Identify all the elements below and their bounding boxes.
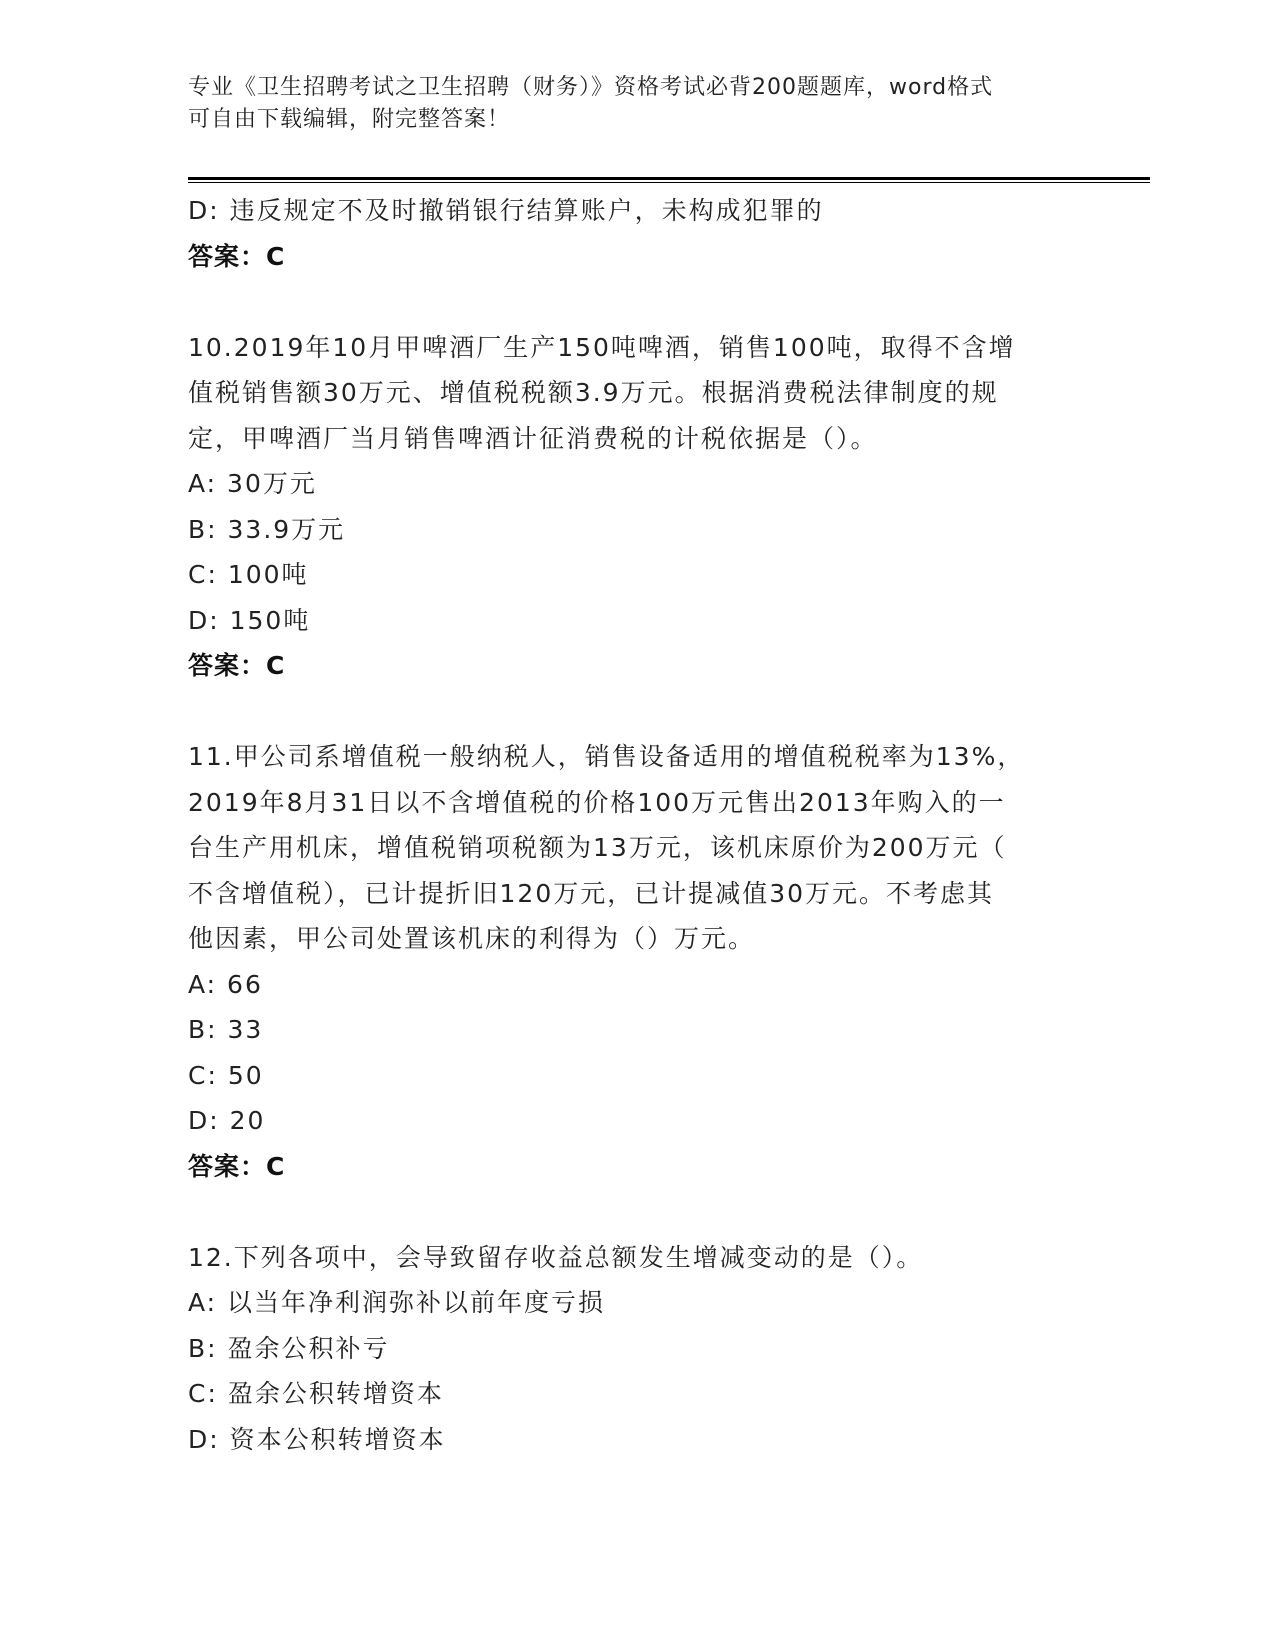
stem-line: 他因素，甲公司处置该机床的利得为（）万元。 (188, 924, 756, 953)
stem-line: 10.2019年10月甲啤酒厂生产150吨啤酒，销售100吨，取得不含增 (188, 332, 1016, 362)
question-stem (188, 1235, 1088, 1281)
option-c: C: 盈余公积转增资本 (188, 1379, 444, 1408)
header-rule-thick (188, 177, 1150, 180)
option-c: C: 100吨 (188, 560, 309, 589)
option-a: A: 以当年净利润弥补以前年度亏损 (188, 1288, 606, 1317)
option-b: B: 33.9万元 (188, 514, 346, 544)
stem-line: 定，甲啤酒厂当月销售啤酒计征消费税的计税依据是（）。 (188, 423, 878, 453)
spacer (188, 689, 1088, 735)
stem-line: 11.甲公司系增值税一般纳税人，销售设备适用的增值税税率为13%， (188, 742, 1025, 771)
option-c: C: 50 (188, 1060, 264, 1090)
spacer (188, 279, 1088, 325)
prev-answer: 答案：C (188, 241, 286, 271)
answer: 答案：C (188, 651, 286, 680)
stem-line: 台生产用机床，增值税销项税额为13万元，该机床原价为200万元（ (188, 833, 1007, 862)
document-header (188, 72, 1068, 136)
option-a: A: 30万元 (188, 469, 317, 498)
option-d: D: 20 (188, 1106, 266, 1135)
question-10 (188, 325, 1088, 689)
question-11 (188, 734, 1088, 1189)
stem-line: 2019年8月31日以不含增值税的价格100万元售出2013年购入的一 (188, 787, 1006, 817)
stem-line: 不含增值税），已计提折旧120万元，已计提减值30万元。不考虑其 (188, 878, 995, 908)
question-stem (188, 734, 1088, 962)
prev-option-d: D: 违反规定不及时撤销银行结算账户，未构成犯罪的 (188, 196, 824, 225)
stem-line: 12.下列各项中，会导致留存收益总额发生增减变动的是（）。 (188, 1242, 924, 1272)
header-line-1: 专业《卫生招聘考试之卫生招聘（财务）》资格考试必背200题题库，word格式 (188, 75, 994, 100)
document-body (188, 188, 1088, 1462)
question-stem (188, 325, 1088, 462)
option-b: B: 33 (188, 1015, 264, 1044)
stem-line: 值税销售额30万元、增值税税额3.9万元。根据消费税法律制度的规 (188, 378, 999, 407)
option-d: D: 150吨 (188, 605, 311, 635)
option-a: A: 66 (188, 969, 263, 999)
spacer (188, 1189, 1088, 1235)
option-d: D: 资本公积转增资本 (188, 1424, 446, 1454)
header-rule-thin (188, 182, 1150, 183)
answer: 答案：C (188, 1151, 286, 1181)
question-12 (188, 1235, 1088, 1463)
header-line-2: 可自由下载编辑，附完整答案！ (188, 107, 511, 132)
option-b: B: 盈余公积补亏 (188, 1333, 390, 1363)
